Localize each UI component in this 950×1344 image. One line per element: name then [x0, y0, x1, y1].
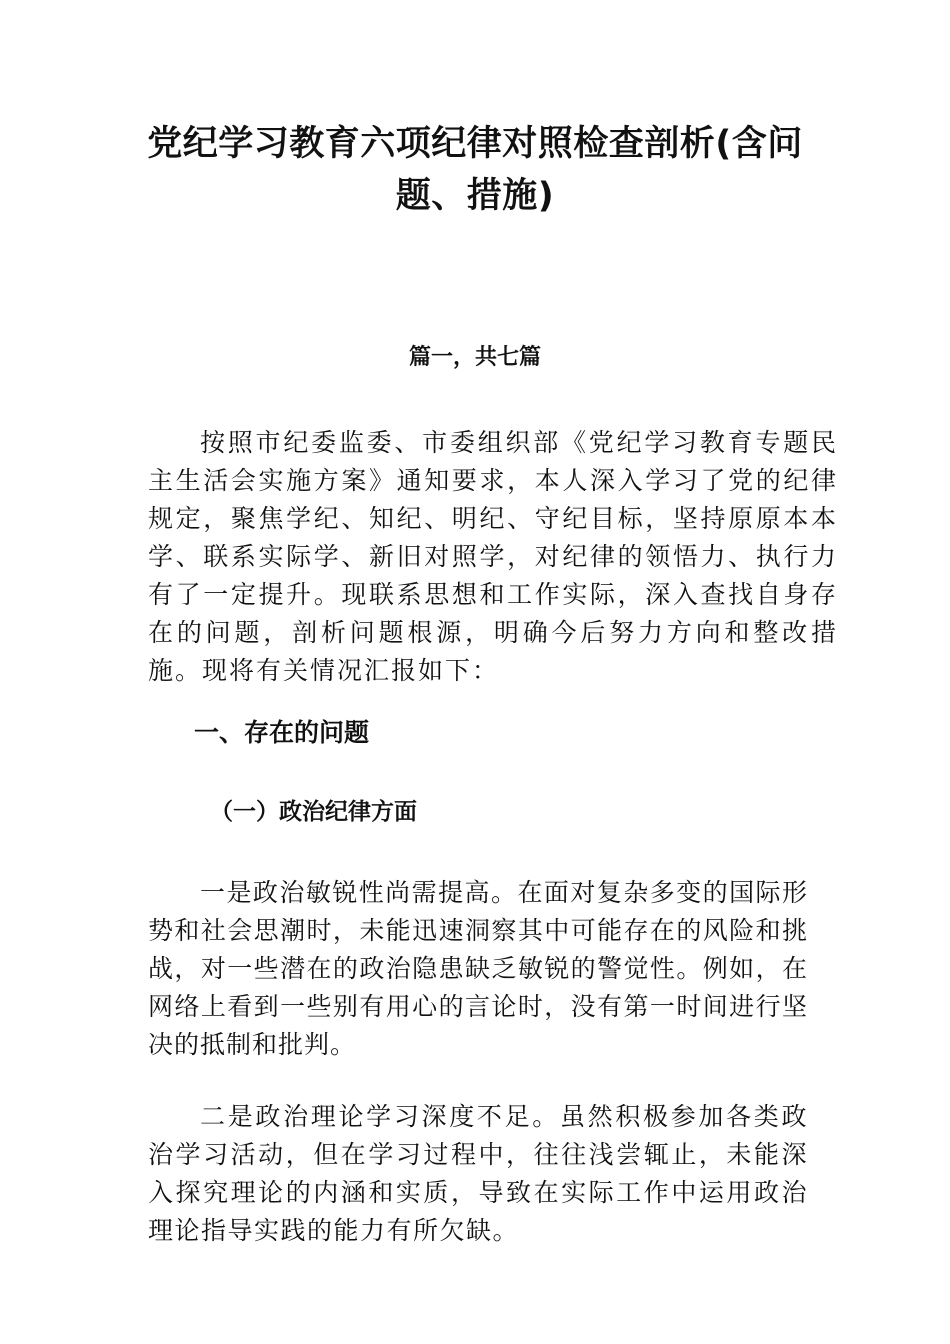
- intro-paragraph: 按照市纪委监委、市委组织部《党纪学习教育专题民主生活会实施方案》通知要求，本人深入学习了党的纪律规定，聚焦学纪、知纪、明纪、守纪目标，坚持原原本本学、联系实际学、新旧对照学，对纪律的领悟力、执行力有了一定提升。现联系思想和工作实际，深入查找自身存在的问题，剖析问题根源，明确今后努力方向和整改措施。现将有关情况汇报如下：: [148, 428, 838, 685]
- section-heading: 一、存在的问题: [194, 718, 370, 747]
- item-paragraph-1: 一是政治敏锐性尚需提高。在面对复杂多变的国际形势和社会思潮时，未能迅速洞察其中可能存在的风险和挑战，对一些潜在的政治隐患缺乏敏锐的警觉性。例如，在网络上看到一些别有用心的言论时，没有第一时间进行坚决的抵制和批判。: [148, 878, 808, 1059]
- subsection-heading: （一）政治纪律方面: [210, 798, 417, 825]
- document-subtitle: 篇一，共七篇: [408, 344, 541, 370]
- item-paragraph-2: 二是政治理论学习深度不足。虽然积极参加各类政治学习活动，但在学习过程中，往往浅尝辄止，未能深入探究理论的内涵和实质，导致在实际工作中运用政治理论指导实践的能力有所欠缺。: [148, 1102, 808, 1245]
- document-title: 党纪学习教育六项纪律对照检查剖析(含问题、措施): [147, 124, 803, 216]
